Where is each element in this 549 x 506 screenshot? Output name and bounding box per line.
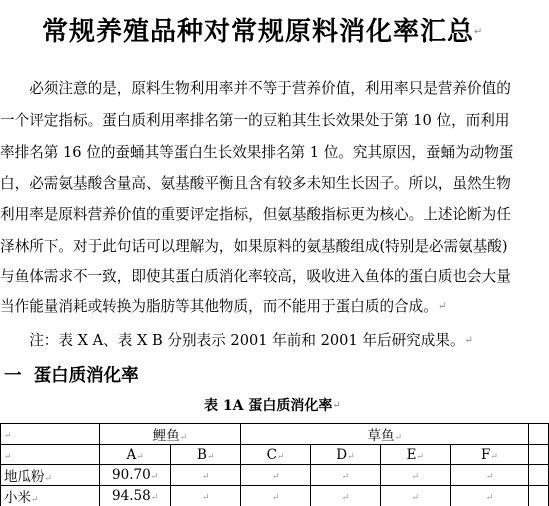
paragraph-line: 必须注意的是，原料生物利用率并不等于营养价值，利用率只是营养价值的 — [0, 80, 511, 97]
table-cell: ↵ — [1, 445, 100, 465]
subheader-e: E↵ — [380, 445, 450, 465]
digestibility-table — [0, 423, 549, 506]
group-header-grass-carp: 草鱼↵ — [241, 424, 529, 445]
table-cell: ↵ — [171, 486, 241, 506]
table-row — [1, 486, 549, 506]
paragraph-line: 与鱼体需求不一致，即使其蛋白质消化率较高，吸收进入鱼体的蛋白质也会大量 — [0, 268, 511, 285]
paragraph-line-last: 当作能量消耗或转换为脂肪等其他物质，而不能用于蛋白质的合成。↵ — [0, 298, 447, 315]
subheader-f: F↵ — [450, 445, 529, 465]
note-line: 注：表 X A、表 X B 分别表示 2001 年前和 2001 年后研究成果。↵ — [0, 332, 473, 349]
table-cell — [529, 486, 549, 506]
table-caption: 表 1A 蛋白质消化率↵ — [204, 398, 341, 414]
paragraph-mark-icon: ↵ — [332, 400, 341, 411]
section-number: 一 — [4, 366, 22, 386]
table-cell: ↵ — [380, 465, 450, 486]
paragraph-mark-icon: ↵ — [437, 301, 447, 312]
paragraph-line: 泽林所下。对于此句话可以理解为，如果原料的氨基酸组成(特别是必需氨基酸) — [0, 238, 508, 255]
table-corner-cell: ↵ — [1, 424, 100, 445]
table-cell: ↵ — [311, 486, 381, 506]
document-title: 常规养殖品种对常规原料消化率汇总↵ — [42, 17, 484, 47]
table-row — [1, 465, 549, 486]
section-title: 蛋白质消化率 — [33, 366, 139, 386]
subheader-c: C↵ — [241, 445, 311, 465]
row-label-sweet-potato-flour: 地瓜粉↵ — [1, 465, 100, 486]
table-cell: ↵ — [450, 486, 529, 506]
row-label-millet: 小米↵ — [1, 486, 100, 506]
table-cell: ↵ — [450, 465, 529, 486]
table-cell: ↵ — [241, 486, 311, 506]
paragraph-mark-icon: ↵ — [474, 26, 484, 38]
subheader-b: B↵ — [171, 445, 241, 465]
subheader-d: D↵ — [311, 445, 381, 465]
group-header-carp: 鲤鱼↵ — [99, 424, 240, 445]
table-cell: ↵ — [380, 486, 450, 506]
table-subheader-row — [1, 445, 549, 465]
table-cell: ↵ — [311, 465, 381, 486]
section-heading — [4, 364, 139, 388]
subheader-a: A↵ — [99, 445, 171, 465]
paragraph-line: 率排名第 16 位的蚕蛹其等蛋白生长效果排名第 1 位。究其原因，蚕蛹为动物蛋 — [0, 144, 514, 161]
table-header-row — [1, 424, 549, 445]
paragraph-line: 一个评定指标。蛋白质利用率排名第一的豆粕其生长效果处于第 10 位，而利用 — [0, 112, 510, 129]
table-cell-value: 90.70↵ — [99, 465, 171, 486]
paragraph-line: 白，必需氨基酸含量高、氨基酸平衡且含有较多未知生长因子。所以，虽然生物 — [0, 175, 511, 192]
table-cell: ↵ — [171, 465, 241, 486]
table-cell — [529, 465, 549, 486]
paragraph-line: 利用率是原料营养价值的重要评定指标，但氨基酸指标更为核心。上述论断为任 — [0, 206, 511, 223]
table-cell — [529, 445, 549, 465]
paragraph-mark-icon: ↵ — [464, 335, 473, 346]
table-cell-value: 94.58↵ — [99, 486, 171, 506]
table-cell: ↵ — [241, 465, 311, 486]
table-extra-header — [529, 424, 549, 445]
